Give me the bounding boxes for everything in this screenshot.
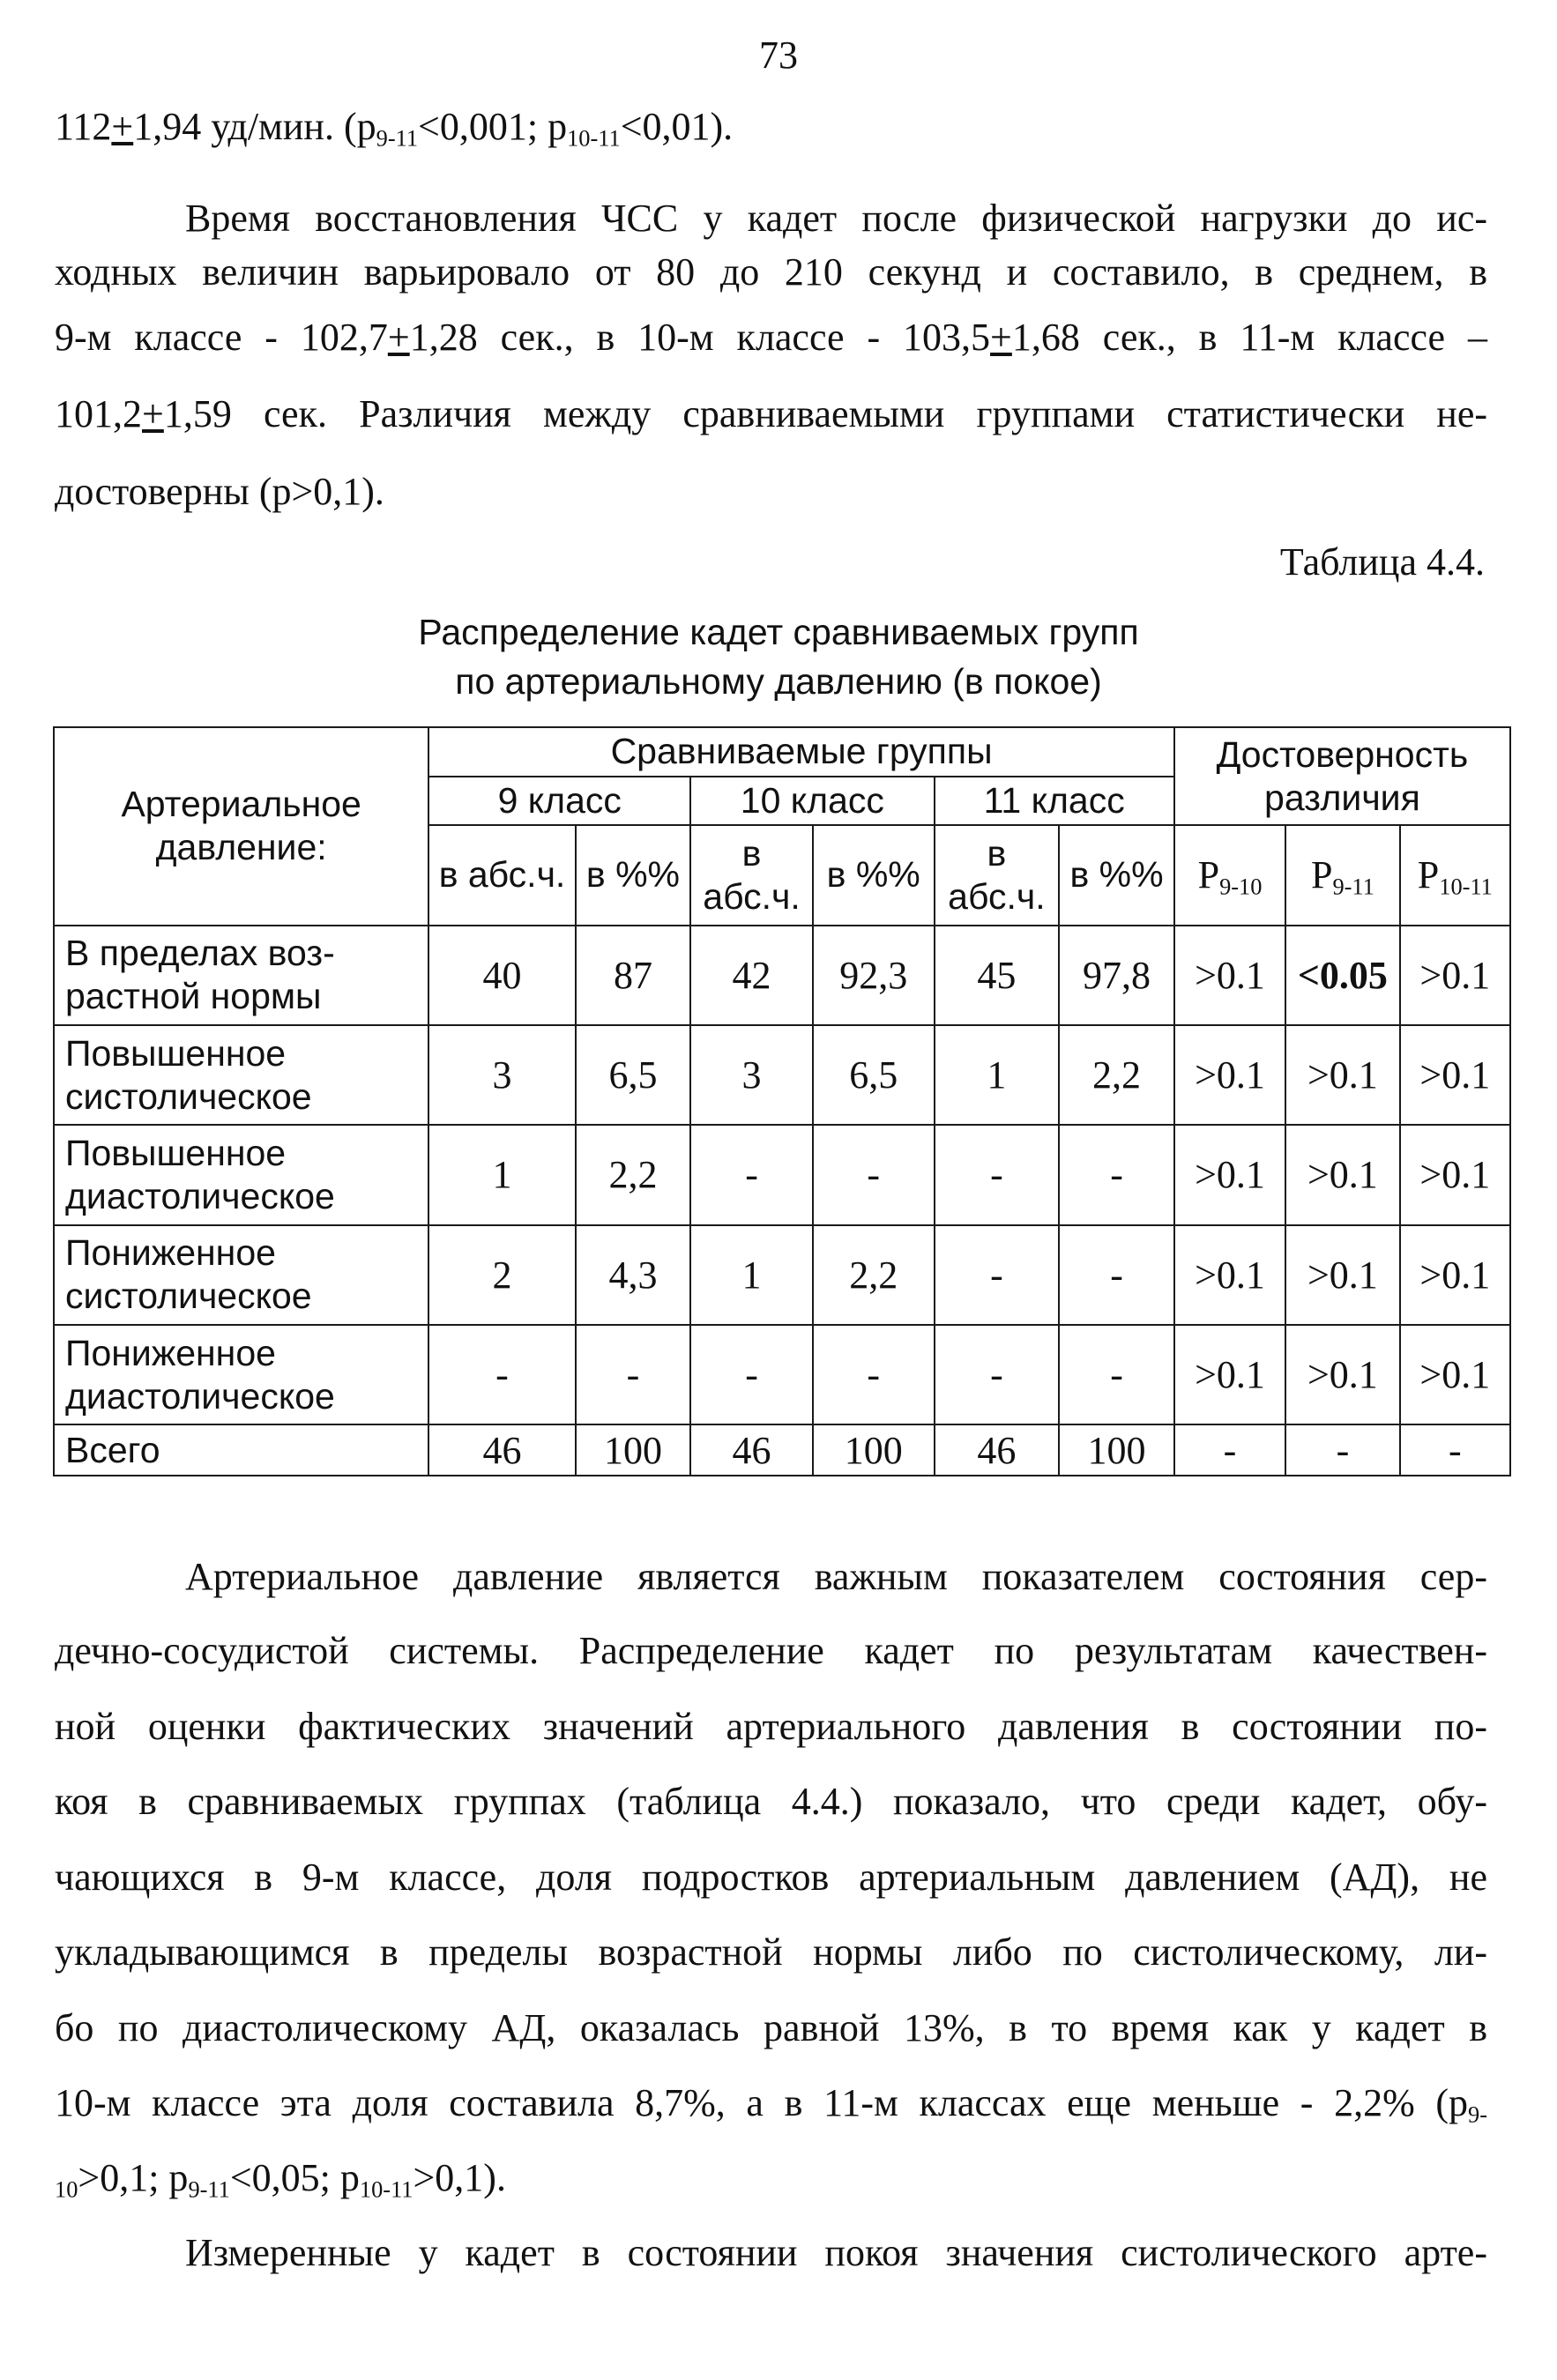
table-cell: >0.1 xyxy=(1400,1025,1510,1125)
table-cell: 100 xyxy=(576,1424,690,1476)
table-cell: - xyxy=(935,1125,1060,1224)
text-line: $_{10}$>0,1; $р_{9-11}<0,05$; $р_{10-11}>0,1$). xyxy=(55,2156,506,2203)
table-cell: >0.1 xyxy=(1174,1325,1285,1424)
header-class11: 11 класс xyxy=(935,777,1174,826)
table-cell: - xyxy=(1059,1325,1174,1424)
header-p10-11: $Р_{10-11}$ xyxy=(1400,825,1510,925)
table-cell: 100 xyxy=(813,1424,935,1476)
header-bp: Артериальное давление: xyxy=(54,727,428,926)
table-cell: - xyxy=(690,1125,813,1224)
table-cell: 97,8 xyxy=(1059,926,1174,1025)
table-cell: >0.1 xyxy=(1174,926,1285,1025)
header-groups: Сравниваемые группы xyxy=(428,727,1174,777)
text-line: 9-м классе - 102,7+1,28 сек., в 10-м классе - 103,5+1,68 сек., в 11-м классе – xyxy=(55,316,1487,359)
header-pct: в %% xyxy=(576,825,690,925)
table-cell: 2,2 xyxy=(1059,1025,1174,1125)
table-cell: >0.1 xyxy=(1285,1325,1399,1424)
table-cell: >0.1 xyxy=(1285,1125,1399,1224)
text-line: 101,2+1,59 сек. Различия между сравниваемыми группами статистически не- xyxy=(55,392,1487,435)
text-line: укладывающимся в пределы возрастной нормы либо по систолическому, ли- xyxy=(55,1930,1487,1974)
header-class10: 10 класс xyxy=(690,777,934,826)
table-cell: - xyxy=(1400,1424,1510,1476)
table-cell: - xyxy=(576,1325,690,1424)
table-cell: 2 xyxy=(428,1225,575,1325)
row-label: Повышенное диастолическое xyxy=(54,1125,428,1224)
table-cell: - xyxy=(428,1325,575,1424)
table-cell: 42 xyxy=(690,926,813,1025)
table-row xyxy=(54,1025,1510,1125)
table-cell: >0.1 xyxy=(1285,1225,1399,1325)
table-cell: 40 xyxy=(428,926,575,1025)
table-cell: >0.1 xyxy=(1174,1025,1285,1125)
table-cell: - xyxy=(690,1325,813,1424)
table-cell: 1 xyxy=(935,1025,1060,1125)
table-cell: - xyxy=(1059,1225,1174,1325)
header-p9-11: $Р_{9-11}$ xyxy=(1285,825,1399,925)
table-cell: >0.1 xyxy=(1400,1125,1510,1224)
table-row-total xyxy=(54,1424,1510,1476)
text-line: коя в сравниваемых группах (таблица 4.4.) показало, что среди кадет, обу- xyxy=(55,1780,1487,1823)
table-cell: >0.1 xyxy=(1174,1125,1285,1224)
header-abs: в абс.ч. xyxy=(690,825,813,925)
table-cell: >0.1 xyxy=(1174,1225,1285,1325)
table-cell: - xyxy=(935,1225,1060,1325)
header-pct: в %% xyxy=(813,825,935,925)
table-cell: 1 xyxy=(690,1225,813,1325)
text-line: Измеренные у кадет в состоянии покоя значения систолического арте- xyxy=(185,2231,1487,2274)
header-pct: в %% xyxy=(1059,825,1174,925)
header-abs: в абс.ч. xyxy=(428,825,575,925)
row-label: Пониженное диастолическое xyxy=(54,1325,428,1424)
table-cell: 92,3 xyxy=(813,926,935,1025)
table-cell: - xyxy=(935,1325,1060,1424)
text-line: ной оценки фактических значений артериального давления в состоянии по- xyxy=(55,1705,1487,1748)
text-line: достоверны (р>0,1). xyxy=(55,470,384,513)
table-caption: по артериальному давлению (в покое) xyxy=(455,661,1102,702)
table-cell: 1 xyxy=(428,1125,575,1224)
table-row xyxy=(54,1125,1510,1224)
table-cell: 2,2 xyxy=(813,1225,935,1325)
table-cell: 6,5 xyxy=(813,1025,935,1125)
text-line: 112+1,94 уд/мин. ($р_{9-11}<0,001$; $р_{10-11}<0,01$). xyxy=(55,105,734,152)
table-cell: 3 xyxy=(690,1025,813,1125)
header-p9-10: $Р_{9-10}$ xyxy=(1174,825,1285,925)
header-significance: Достоверность различия xyxy=(1174,727,1510,825)
table-cell: 2,2 xyxy=(576,1125,690,1224)
text-line: бо по диастолическому АД, оказалась равной 13%, в то время как у кадет в xyxy=(55,2006,1487,2049)
table-cell: >0.1 xyxy=(1400,1325,1510,1424)
text-line: Время восстановления ЧСС у кадет после физической нагрузки до ис- xyxy=(185,197,1487,240)
table-cell: 3 xyxy=(428,1025,575,1125)
table-row xyxy=(54,1325,1510,1424)
table-cell: 100 xyxy=(1059,1424,1174,1476)
table-cell: >0.1 xyxy=(1400,926,1510,1025)
page-number: 73 xyxy=(759,33,798,77)
table-row xyxy=(54,1225,1510,1325)
text-line: ходных величин варьировало от 80 до 210 секунд и составило, в среднем, в xyxy=(55,250,1487,294)
table-cell: 46 xyxy=(690,1424,813,1476)
table-cell: >0.1 xyxy=(1400,1225,1510,1325)
table-cell: 46 xyxy=(428,1424,575,1476)
data-table xyxy=(53,726,1511,1476)
row-label: В пределах воз-растной нормы xyxy=(54,926,428,1025)
table-cell: 4,3 xyxy=(576,1225,690,1325)
table-caption: Распределение кадет сравниваемых групп xyxy=(418,612,1139,652)
table-row xyxy=(54,926,1510,1025)
table-cell: - xyxy=(1059,1125,1174,1224)
row-label: Повышенное систолическое xyxy=(54,1025,428,1125)
table-cell: 45 xyxy=(935,926,1060,1025)
text-line: дечно-сосудистой системы. Распределение кадет по результатам качествен- xyxy=(55,1629,1487,1672)
row-label: Всего xyxy=(54,1424,428,1476)
table-cell: - xyxy=(813,1125,935,1224)
table-cell: - xyxy=(813,1325,935,1424)
table-cell: 46 xyxy=(935,1424,1060,1476)
row-label: Пониженное систолическое xyxy=(54,1225,428,1325)
table-cell: - xyxy=(1174,1424,1285,1476)
table-cell: 87 xyxy=(576,926,690,1025)
table-number: Таблица 4.4. xyxy=(1279,540,1485,584)
table-cell: >0.1 xyxy=(1285,1025,1399,1125)
text-line: 10-м классе эта доля составила 8,7%, а в 11-м классах еще меньше - 2,2% ($р_{9-}$ xyxy=(55,2081,1487,2128)
header-class9: 9 класс xyxy=(428,777,690,826)
table-cell: - xyxy=(1285,1424,1399,1476)
table-cell-significant: <0.05 xyxy=(1285,926,1399,1025)
table-cell: 6,5 xyxy=(576,1025,690,1125)
text-line: Артериальное давление является важным показателем состояния сер- xyxy=(185,1555,1487,1598)
text-line: чающихся в 9-м классе, доля подростков артериальным давлением (АД), не xyxy=(55,1856,1487,1899)
header-abs: в абс.ч. xyxy=(935,825,1060,925)
